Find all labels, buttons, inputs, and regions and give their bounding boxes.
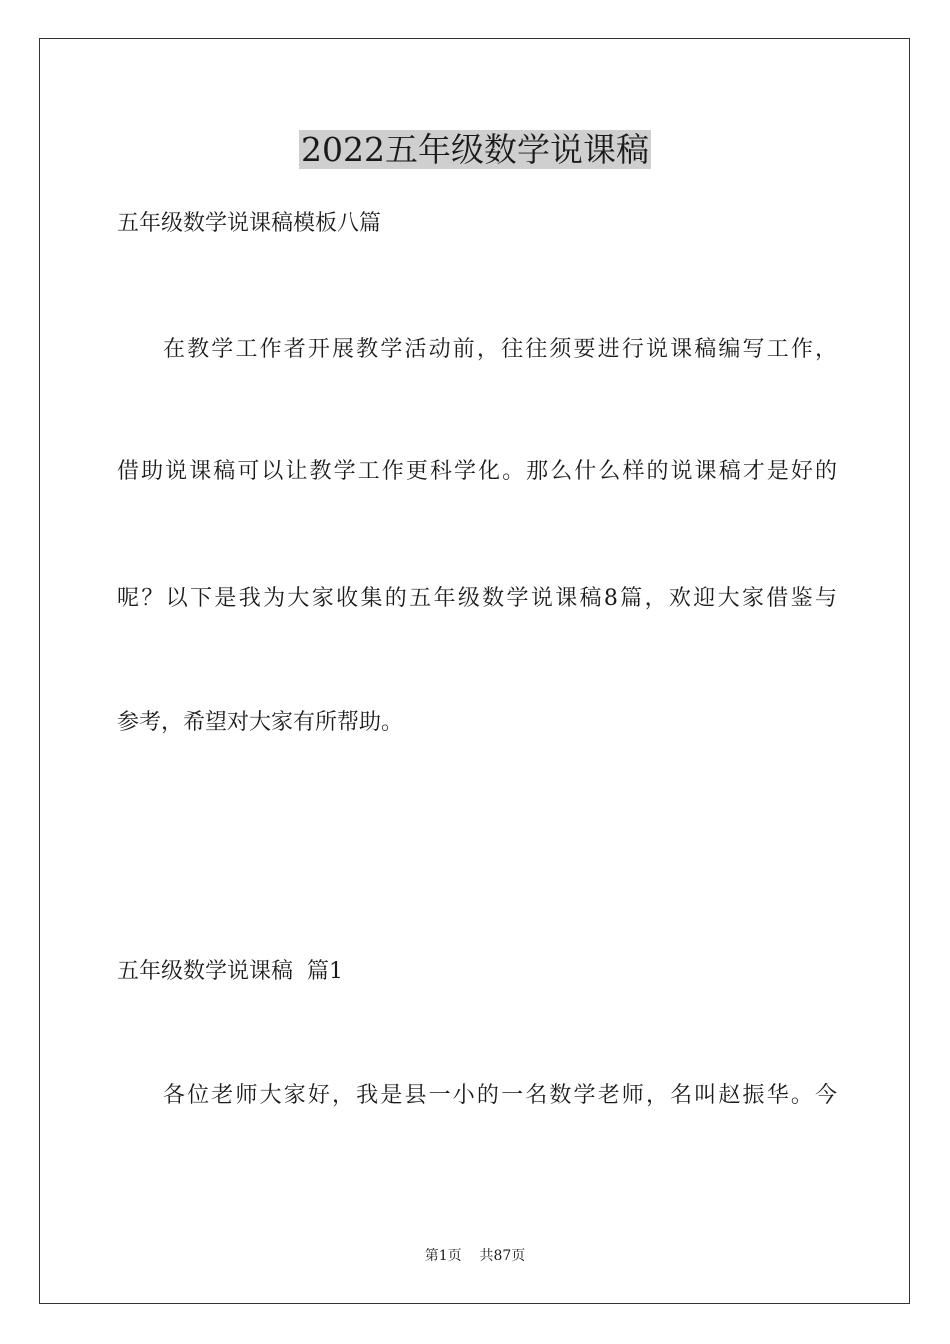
page-number: 第1页 <box>424 1248 462 1264</box>
intro-line-2: 借助说课稿可以让教学工作更科学化。那么什么样的说课稿才是好的 <box>117 459 837 484</box>
document-title <box>0 128 950 172</box>
intro-line-3: 呢？以下是我为大家收集的五年级数学说课稿8篇，欢迎大家借鉴与 <box>117 586 837 611</box>
intro-line-4: 参考，希望对大家有所帮助。 <box>117 710 404 735</box>
page-footer <box>0 1246 950 1266</box>
document-subtitle: 五年级数学说课稿模板八篇 <box>117 211 382 236</box>
intro-line-1: 在教学工作者开展教学活动前，往往须要进行说课稿编写工作， <box>163 337 837 362</box>
page-total: 共87页 <box>479 1248 526 1264</box>
section-heading: 五年级数学说课稿 篇1 <box>117 959 343 984</box>
document-title-text: 2022五年级数学说课稿 <box>301 130 649 169</box>
section-first-line: 各位老师大家好，我是县一小的一名数学老师，名叫赵振华。今 <box>163 1083 837 1108</box>
